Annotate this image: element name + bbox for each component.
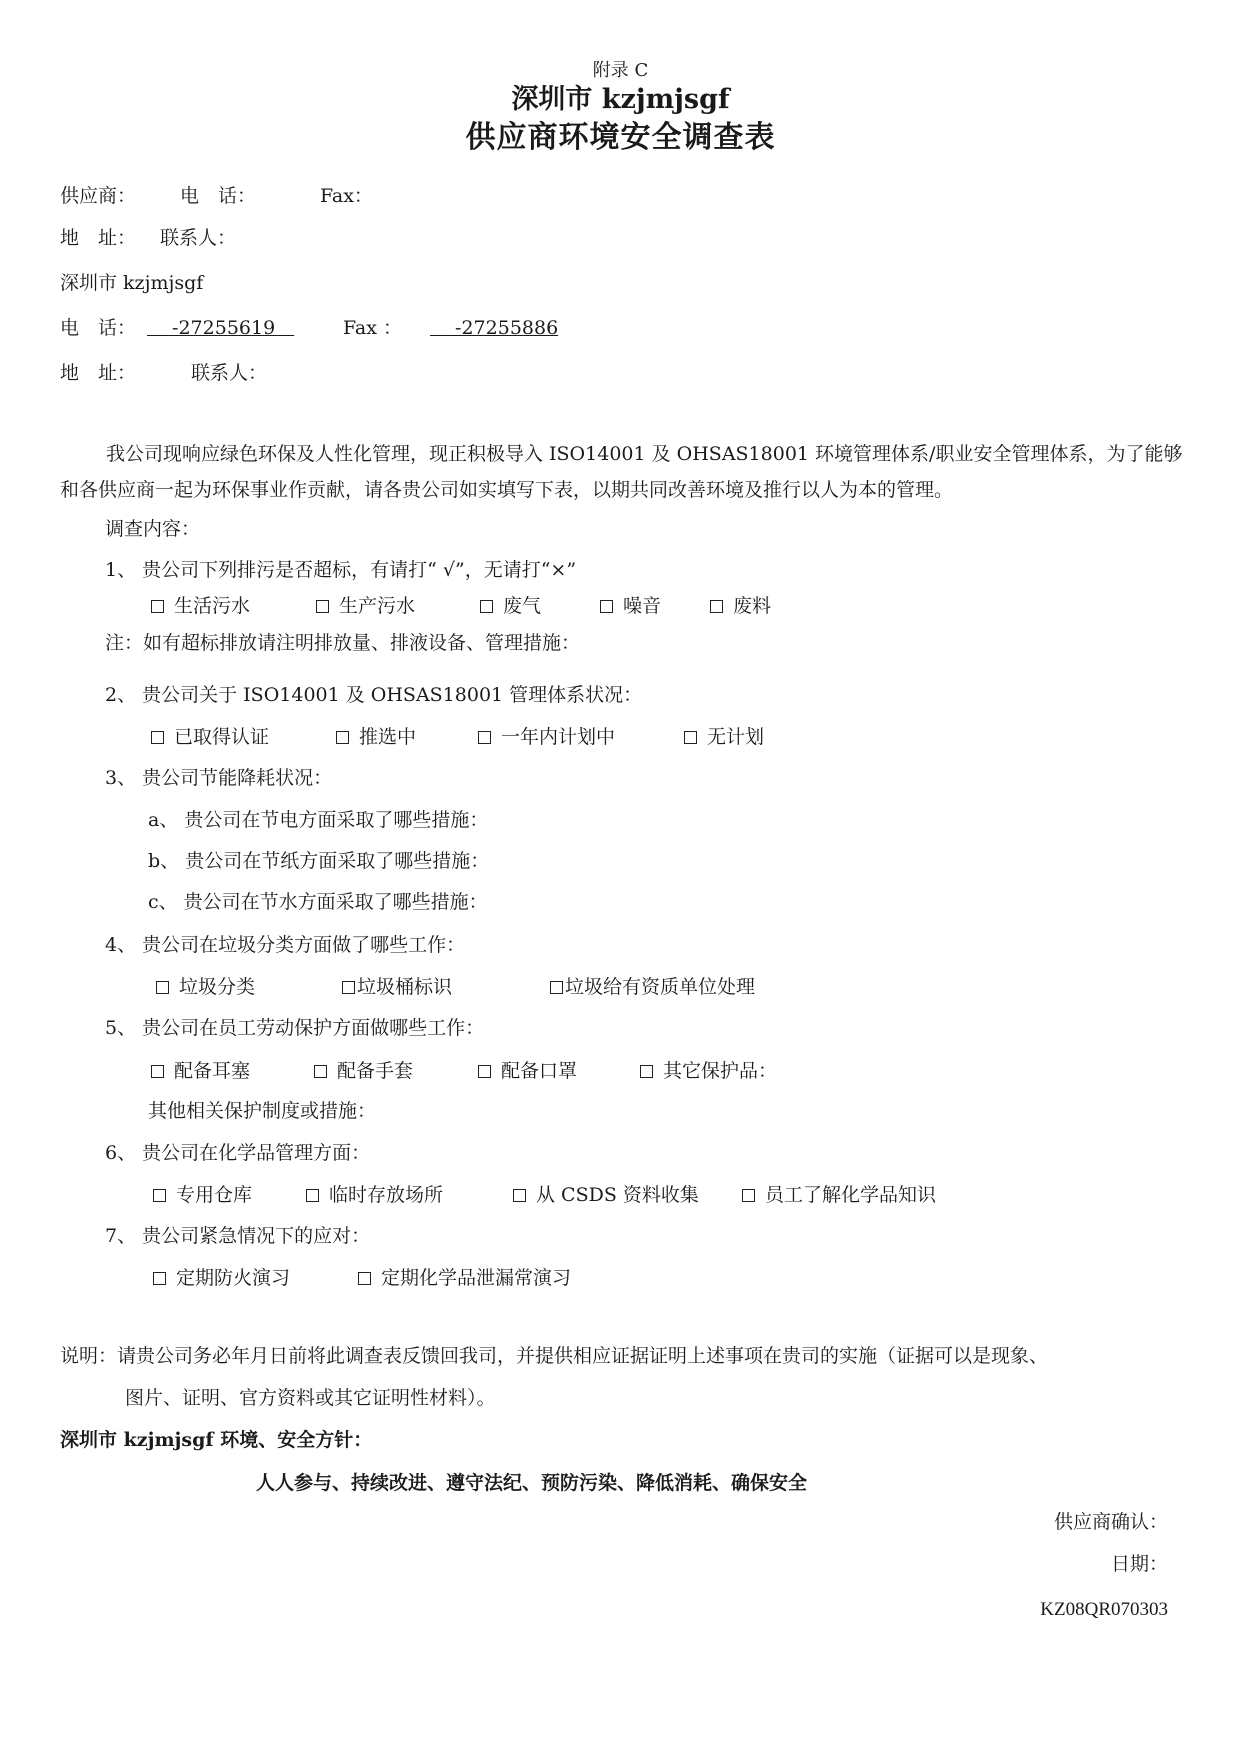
q6-option-csds-collection[interactable]: 从 CSDS 资料收集	[513, 1186, 699, 1205]
q7-option-chemical-leak-drill[interactable]: 定期化学品泄漏常演习	[358, 1269, 571, 1288]
checkbox-icon	[478, 1065, 491, 1078]
q3-sub-c: c、 贵公司在节水方面采取了哪些措施：	[148, 891, 488, 913]
checkbox-icon	[600, 600, 613, 613]
q2-option-in-progress[interactable]: 推选中	[336, 728, 416, 747]
checkbox-icon	[156, 981, 169, 994]
company-address-label: 地 址：	[60, 362, 137, 384]
policy-text: 人人参与、持续改进、遵守法纪、预防污染、降低消耗、确保安全	[256, 1472, 808, 1494]
date-label: 日期：	[1110, 1553, 1168, 1575]
q2-option-within-year[interactable]: 一年内计划中	[478, 728, 615, 747]
explanation-line-2: 图片、证明、官方资料或其它证明性材料）。	[125, 1387, 496, 1409]
explanation-line-1: 说明：请贵公司务必年月日前将此调查表反馈回我司，并提供相应证据证明上述事项在贵司的实施（证据可以是现象、	[60, 1345, 1049, 1367]
q5-option-gloves[interactable]: 配备手套	[314, 1062, 413, 1081]
checkbox-icon	[316, 600, 329, 613]
checkbox-icon	[153, 1189, 166, 1202]
intro-paragraph: 我公司现响应绿色环保及人性化管理，现正积极导入 ISO14001 及 OHSAS18001 环境管理体系/职业安全管理体系，为了能够和各供应商一起为环保事业作贡献，请各贵公司如实填写下表，以期共同改善环境及推行以人为本的管理。	[60, 443, 1183, 501]
supplier-phone-label: 电 话：	[180, 185, 257, 207]
checkbox-icon	[710, 600, 723, 613]
company-title: 深圳市 kzjmjsgf	[511, 84, 730, 115]
question-1: 1、 贵公司下列排污是否超标，有请打“ √”，无请打“×”	[105, 559, 577, 581]
q4-option-sorting[interactable]: 垃圾分类	[156, 978, 255, 997]
checkbox-icon	[640, 1065, 653, 1078]
q6-option-chemical-knowledge[interactable]: 员工了解化学品知识	[742, 1186, 936, 1205]
supplier-address-label: 地 址：	[60, 227, 137, 249]
checkbox-icon	[358, 1272, 371, 1285]
checkbox-icon	[151, 731, 164, 744]
checkbox-icon	[478, 731, 491, 744]
checkbox-icon	[342, 981, 355, 994]
q1-option-exhaust-gas[interactable]: 废气	[480, 597, 541, 616]
supplier-fax-label: Fax：	[320, 185, 373, 207]
page-title: 供应商环境安全调查表	[465, 120, 776, 155]
question-4: 4、 贵公司在垃圾分类方面做了哪些工作：	[105, 934, 466, 956]
q1-option-industrial-sewage[interactable]: 生产污水	[316, 597, 415, 616]
question-6: 6、 贵公司在化学品管理方面：	[105, 1142, 371, 1164]
company-phone-label: 电 话：	[60, 317, 137, 339]
checkbox-icon	[306, 1189, 319, 1202]
checkbox-icon	[151, 1065, 164, 1078]
appendix-label: 附录 C	[592, 60, 649, 81]
q5-other-measures: 其他相关保护制度或措施：	[148, 1100, 377, 1122]
supplier-confirm-label: 供应商确认：	[1053, 1511, 1168, 1533]
q1-option-waste[interactable]: 废料	[710, 597, 771, 616]
q1-note: 注：如有超标排放请注明排放量、排液设备、管理措施：	[105, 632, 581, 654]
supplier-label: 供应商：	[60, 185, 137, 207]
q3-sub-b: b、 贵公司在节纸方面采取了哪些措施：	[148, 850, 490, 872]
q1-option-domestic-sewage[interactable]: 生活污水	[151, 597, 250, 616]
checkbox-icon	[550, 981, 563, 994]
company-fax-label: Fax ：	[343, 317, 402, 339]
q1-option-noise[interactable]: 噪音	[600, 597, 661, 616]
q2-option-certified[interactable]: 已取得认证	[151, 728, 269, 747]
q6-option-temporary-storage[interactable]: 临时存放场所	[306, 1186, 443, 1205]
document-code: KZ08QR070303	[1040, 1599, 1168, 1620]
q5-option-masks[interactable]: 配备口罩	[478, 1062, 577, 1081]
q7-option-fire-drill[interactable]: 定期防火演习	[153, 1269, 290, 1288]
q4-option-qualified-disposal[interactable]: 垃圾给有资质单位处理	[550, 978, 755, 997]
question-3: 3、 贵公司节能降耗状况：	[105, 767, 333, 789]
company-contact-label: 联系人：	[191, 362, 268, 384]
q3-sub-a: a、 贵公司在节电方面采取了哪些措施：	[148, 809, 489, 831]
supplier-contact-label: 联系人：	[160, 227, 237, 249]
survey-label: 调查内容：	[105, 518, 201, 540]
checkbox-icon	[314, 1065, 327, 1078]
policy-label: 深圳市 kzjmjsgf 环境、安全方针：	[60, 1429, 373, 1451]
checkbox-icon	[513, 1189, 526, 1202]
company-phone-value: -27255619	[147, 317, 295, 339]
q4-option-bin-labels[interactable]: 垃圾桶标识	[342, 978, 452, 997]
q2-option-no-plan[interactable]: 无计划	[684, 728, 764, 747]
checkbox-icon	[684, 731, 697, 744]
question-2: 2、 贵公司关于 ISO14001 及 OHSAS18001 管理体系状况：	[105, 684, 643, 706]
checkbox-icon	[480, 600, 493, 613]
checkbox-icon	[151, 600, 164, 613]
checkbox-icon	[742, 1189, 755, 1202]
company-name: 深圳市 kzjmjsgf	[60, 272, 204, 294]
question-7: 7、 贵公司紧急情况下的应对：	[105, 1225, 371, 1247]
checkbox-icon	[336, 731, 349, 744]
company-fax-value: -27255886	[430, 317, 559, 339]
q5-option-earplugs[interactable]: 配备耳塞	[151, 1062, 250, 1081]
question-5: 5、 贵公司在员工劳动保护方面做哪些工作：	[105, 1017, 485, 1039]
q6-option-dedicated-warehouse[interactable]: 专用仓库	[153, 1186, 252, 1205]
checkbox-icon	[153, 1272, 166, 1285]
q5-option-other-protection[interactable]: 其它保护品：	[640, 1062, 777, 1081]
